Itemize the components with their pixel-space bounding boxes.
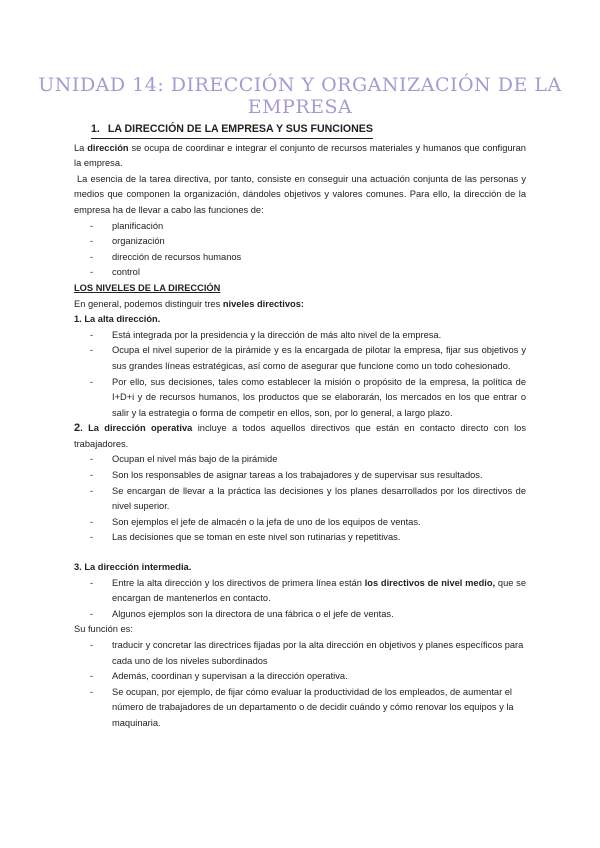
- alta-heading: 1. La alta dirección.: [74, 314, 161, 325]
- list-item: - Las decisiones que se toman en este nivel son rutinarias y repetitivas.: [90, 532, 401, 543]
- spacer: [74, 546, 526, 560]
- section-1-title: LA DIRECCIÓN DE LA EMPRESA Y SUS FUNCIONES: [107, 123, 373, 135]
- functions-list: [74, 219, 526, 281]
- list-item: - traducir y concretar las directrices fijadas por la alta dirección en objetivos y planes específicos para cada uno de los niveles subordinados: [90, 640, 524, 666]
- list-item: - Además, coordinan y supervisan a la dirección operativa.: [90, 671, 348, 682]
- p1-bold: dirección: [87, 142, 129, 153]
- list-item: - planificación: [90, 220, 164, 231]
- list-item: - Se encargan de llevar a la práctica las decisiones y los planes desarrollados por los directivos de nivel superior.: [90, 485, 526, 512]
- alta-list: [74, 328, 526, 422]
- list-item: - Ocupa el nivel superior de la pirámide y es la encargada de pilotar la empresa, fijar sus objetivos y sus grandes líneas estratégicas, así como de asegurar que funcione como un todo cohesionado.: [90, 345, 526, 371]
- intermedia-list: [74, 576, 526, 623]
- list-item: - Se ocupan, por ejemplo, de fijar cómo evaluar la productividad de los empleados, de aumentar el número de trabajadores de un departamento o de decidir cuándo y cómo renovar los equipos y la maquinaria.: [90, 686, 514, 728]
- levels-heading: LOS NIVELES DE LA DIRECCIÓN: [74, 282, 221, 293]
- list-item: - Por ello, sus decisiones, tales como establecer la misión o propósito de la empresa, la política de I+D+i y de recursos humanos, los productos que se elaborarán, los mercados en los que entrar o salir y la estrategia o forma de competir en ellos, son, por lo general, a largo plazo.: [90, 376, 526, 418]
- paragraph-direccion: [74, 141, 526, 172]
- list-item: - Ocupan el nivel más bajo de la pirámide: [90, 454, 278, 465]
- intermedia-heading: 3. La dirección intermedia.: [74, 562, 192, 573]
- operativa-paragraph: 2. La dirección operativa incluye a todos aquellos directivos que están en contacto directo con los trabajadores.: [74, 422, 526, 449]
- list-item: - organización: [90, 236, 165, 247]
- paragraph-esencia: La esencia de la tarea directiva, por tanto, consiste en conseguir una actuación conjunta de las personas y medios que componen la organización, dándoles objetivos y valores comunes. Para ello, la dirección de la empresa ha de llevar a cabo las funciones de:: [74, 173, 526, 215]
- operativa-list: [74, 452, 526, 546]
- list-item: - dirección de recursos humanos: [90, 251, 242, 262]
- list-item: - control: [90, 267, 140, 278]
- section-1-number: 1.: [91, 123, 100, 135]
- list-item: - Entre la alta dirección y los directivos de primera línea están los directivos de nivel medio, que se encargan de mantenerlos en contacto.: [90, 577, 526, 604]
- list-item: - Son ejemplos el jefe de almacén o la jefa de uno de los equipos de ventas.: [90, 516, 421, 527]
- levels-intro: En general, podemos distinguir tres niveles directivos:: [74, 298, 304, 309]
- list-item: - Son los responsables de asignar tareas a los trabajadores y de supervisar sus resultados.: [90, 470, 483, 481]
- function-label: Su función es:: [74, 624, 133, 635]
- document-title: UNIDAD 14: DIRECCIÓN Y ORGANIZACIÓN DE LA EMPRESA: [38, 74, 562, 118]
- section-1-heading: [91, 122, 373, 139]
- list-item: - Está integrada por la presidencia y la dirección de más alto nivel de la empresa.: [90, 329, 442, 340]
- intermedia-functions-list: [74, 638, 526, 732]
- document-body: [74, 122, 526, 732]
- p1-pre: La: [74, 142, 88, 153]
- p1-post: se ocupa de coordinar e integrar el conjunto de recursos materiales y humanos que configuran la empresa.: [74, 142, 526, 169]
- list-item: - Algunos ejemplos son la directora de una fábrica o el jefe de ventas.: [90, 608, 394, 619]
